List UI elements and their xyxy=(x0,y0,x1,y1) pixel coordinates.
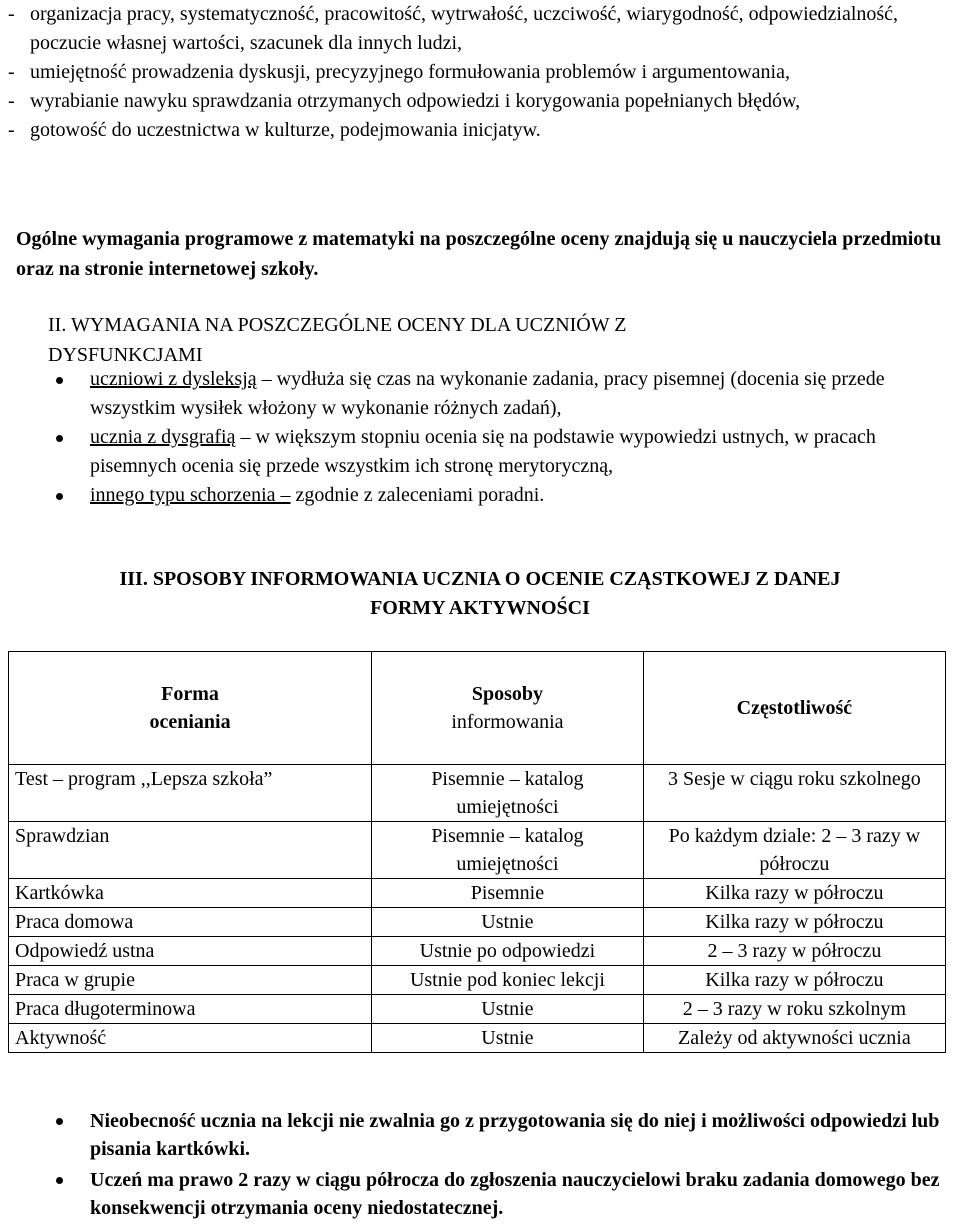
dysfunction-label: ucznia z dysgrafią xyxy=(90,426,236,448)
table-cell-method: Pisemnie – katalog umiejętności xyxy=(372,765,644,822)
table-row xyxy=(9,937,946,966)
intro-list-item: - organizacja pracy, systematyczność, pracowitość, wytrwałość, uczciwość, wiarygodność, odpowiedzialność, poczucie własnej wartości, szacunek dla innych ludzi, xyxy=(0,0,950,58)
dash-marker: - xyxy=(8,3,15,25)
bullet-icon xyxy=(56,493,63,500)
grading-methods-table xyxy=(8,651,946,1053)
table-cell-form: Praca w grupie xyxy=(9,966,372,995)
intro-list-item: - umiejętność prowadzenia dyskusji, precyzyjnego formułowania problemów i argumentowania, xyxy=(0,58,950,87)
header-frequency: Częstotliwość xyxy=(643,652,945,765)
table-cell-frequency: Zależy od aktywności ucznia xyxy=(643,1024,945,1053)
table-cell-method: Ustnie xyxy=(372,1024,644,1053)
table-cell-frequency: 2 – 3 razy w półroczu xyxy=(643,937,945,966)
dash-marker: - xyxy=(8,119,15,141)
table-cell-method: Ustnie po odpowiedzi xyxy=(372,937,644,966)
intro-list-item: - gotowość do uczestnictwa w kulturze, podejmowania inicjatyw. xyxy=(0,116,950,145)
table-cell-frequency: Kilka razy w półroczu xyxy=(643,879,945,908)
table-cell-frequency: Po każdym dziale: 2 – 3 razy w półroczu xyxy=(643,822,945,879)
dysfunction-item xyxy=(48,365,948,423)
final-notes-list xyxy=(48,1107,948,1225)
final-note-text: Nieobecność ucznia na lekcji nie zwalnia go z przygotowania się do niej i możliwości odpowiedzi lub pisania kartkówki. xyxy=(90,1110,940,1160)
table-cell-form: Aktywność xyxy=(9,1024,372,1053)
final-note-item xyxy=(48,1166,948,1222)
dash-marker: - xyxy=(8,61,15,83)
dysfunction-description: zgodnie z zaleceniami poradni. xyxy=(290,484,545,506)
dysfunction-label: innego typu schorzenia – xyxy=(90,484,291,506)
table-row xyxy=(9,822,946,879)
section-3-heading xyxy=(0,565,960,623)
table-cell-form: Test – program ,,Lepsza szkoła” xyxy=(9,765,372,822)
requirements-note: Ogólne wymagania programowe z matematyki na poszczególne oceny znajdują się u nauczyciela przedmiotu oraz na stronie internetowej szkoły. xyxy=(16,228,942,280)
table-cell-frequency: Kilka razy w półroczu xyxy=(643,966,945,995)
bullet-icon xyxy=(56,377,63,384)
dysfunction-bullet-list xyxy=(48,365,948,510)
table-cell-frequency: 3 Sesje w ciągu roku szkolnego xyxy=(643,765,945,822)
table-cell-frequency: Kilka razy w półroczu xyxy=(643,908,945,937)
final-note-item xyxy=(48,1107,948,1163)
table-row xyxy=(9,1024,946,1053)
table-cell-method: Ustnie xyxy=(372,908,644,937)
table-cell-form: Praca długoterminowa xyxy=(9,995,372,1024)
section-2-title-line2: DYSFUNKCJAMI xyxy=(48,344,203,366)
table-row xyxy=(9,879,946,908)
dysfunction-description: – w większym stopniu ocenia się na podstawie wypowiedzi ustnych, w pracach pisemnych ocenia się przede wszystkim ich stronę merytoryczną, xyxy=(90,426,876,477)
table-cell-form: Sprawdzian xyxy=(9,822,372,879)
final-note-text: Uczeń ma prawo 2 razy w ciągu półrocza do zgłoszenia nauczycielowi braku zadania domowego bez konsekwencji otrzymania oceny niedostatecznej. xyxy=(90,1169,940,1219)
bullet-icon xyxy=(56,1177,63,1184)
section-3-title-line1: III. SPOSOBY INFORMOWANIA UCZNIA O OCENIE CZĄSTKOWEJ Z DANEJ xyxy=(119,568,841,590)
header-methods: Sposoby informowania xyxy=(372,652,644,765)
bullet-icon xyxy=(56,435,63,442)
dash-marker: - xyxy=(8,90,15,112)
header-form: Forma oceniania xyxy=(9,652,372,765)
dysfunction-description: – wydłuża się czas na wykonanie zadania, pracy pisemnej (docenia się przede wszystkim wysiłek włożony w wykonanie różnych zadań), xyxy=(90,368,885,419)
table-cell-form: Odpowiedź ustna xyxy=(9,937,372,966)
dysfunction-item xyxy=(48,481,948,510)
table-row xyxy=(9,765,946,822)
bullet-icon xyxy=(56,1118,63,1125)
dysfunction-item xyxy=(48,423,948,481)
table-cell-method: Ustnie xyxy=(372,995,644,1024)
table-cell-method: Ustnie pod koniec lekcji xyxy=(372,966,644,995)
intro-dash-list xyxy=(0,0,950,145)
intro-list-item: - wyrabianie nawyku sprawdzania otrzymanych odpowiedzi i korygowania popełnianych błędów, xyxy=(0,87,950,116)
table-row xyxy=(9,966,946,995)
table-row xyxy=(9,908,946,937)
dysfunction-label: uczniowi z dysleksją xyxy=(90,368,257,390)
table-row xyxy=(9,995,946,1024)
table-cell-method: Pisemnie – katalog umiejętności xyxy=(372,822,644,879)
table-cell-form: Kartkówka xyxy=(9,879,372,908)
section-3-title-line2: FORMY AKTYWNOŚCI xyxy=(370,597,590,619)
table-cell-form: Praca domowa xyxy=(9,908,372,937)
section-2-title-line1: II. WYMAGANIA NA POSZCZEGÓLNE OCENY DLA UCZNIÓW Z xyxy=(48,314,627,336)
table-header-row xyxy=(9,652,946,765)
section-2-heading xyxy=(48,310,928,370)
table-cell-method: Pisemnie xyxy=(372,879,644,908)
table-cell-frequency: 2 – 3 razy w roku szkolnym xyxy=(643,995,945,1024)
